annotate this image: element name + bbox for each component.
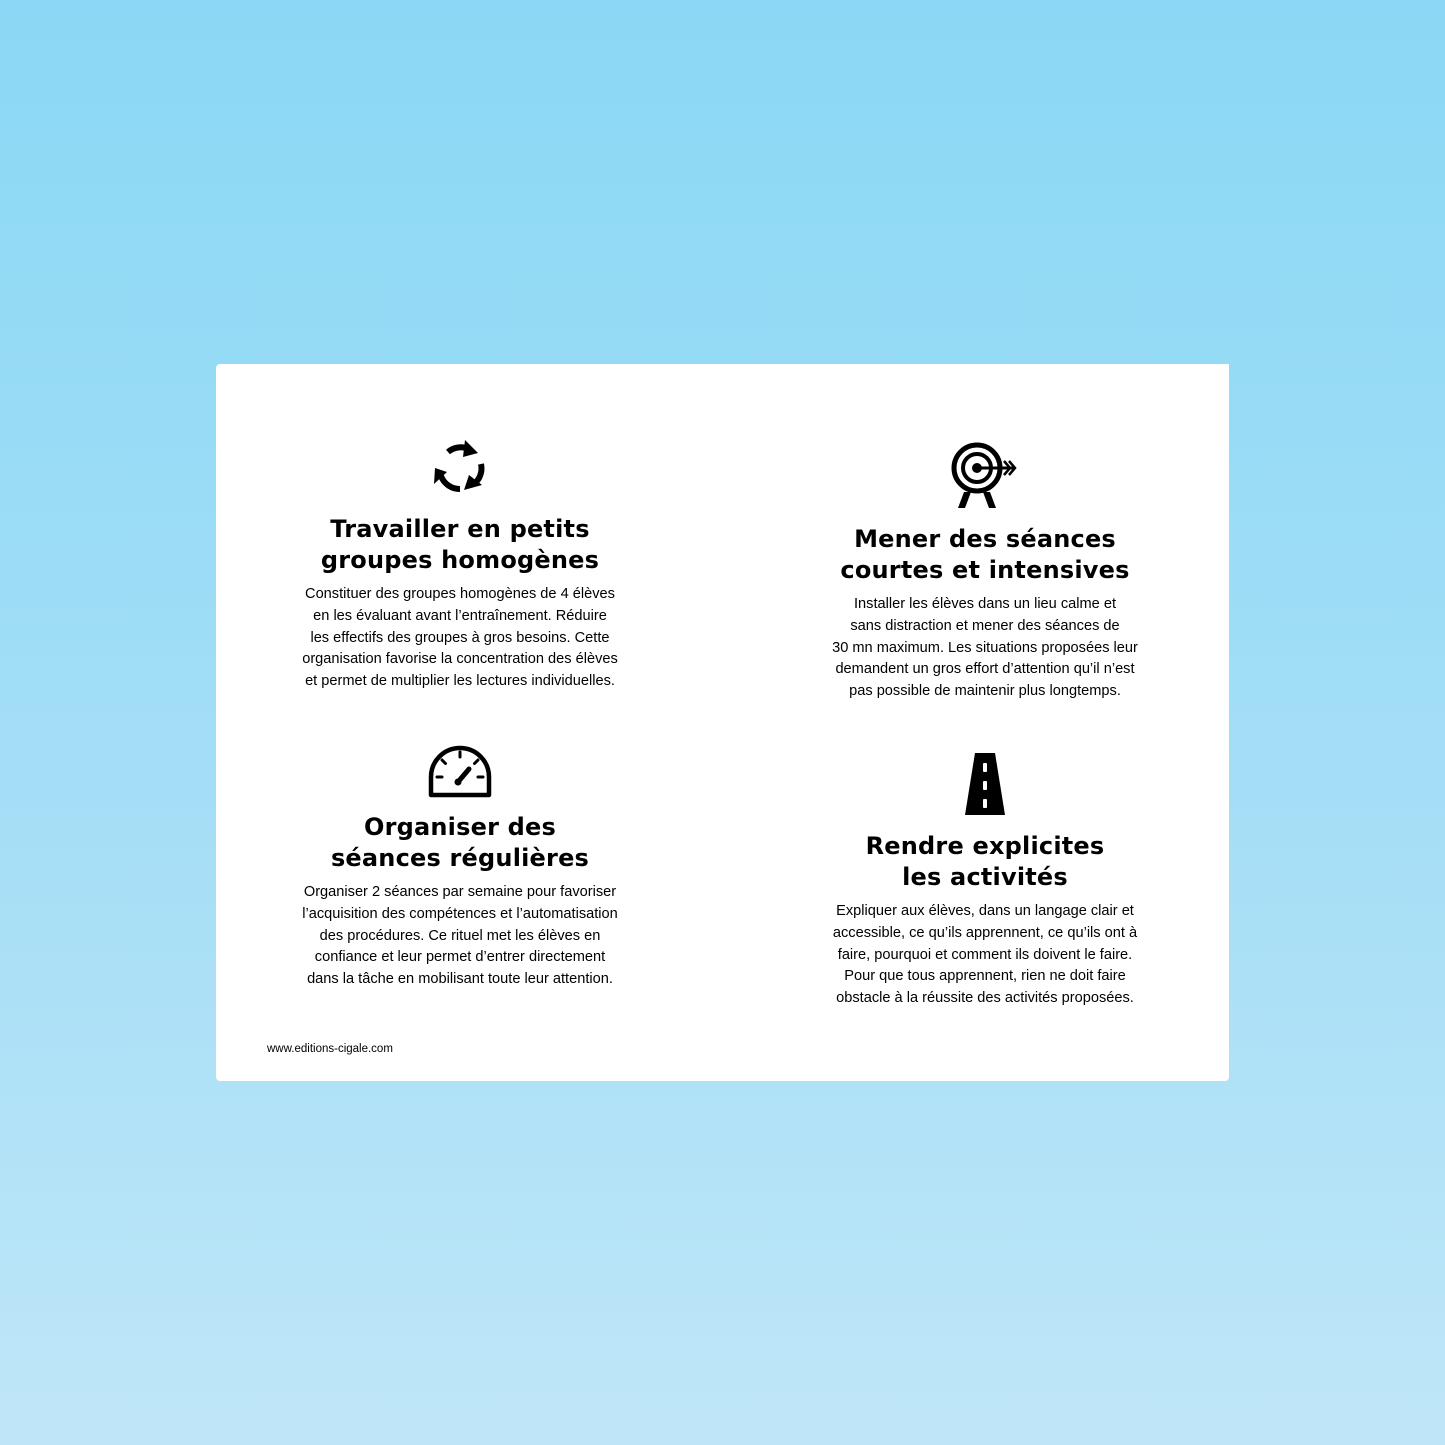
block-title: Organiser des séances régulières	[330, 813, 590, 872]
target-arrow-icon	[950, 442, 1020, 510]
block-text: Expliquer aux élèves, dans un langage clair et accessible, ce qu’ils apprennent, ce qu’ils ont à faire, pourquoi et comment ils doivent le faire. Pour que tous apprennent, rien ne doit faire obstacle à la réussite des activités proposées.	[832, 903, 1138, 1007]
block-title: Rendre explicites les activités	[865, 832, 1105, 891]
block-text: Organiser 2 séances par semaine pour favoriser l’acquisition des compétences et l’automatisation des procédures. Ce rituel met les élèves en confiance et leur permet d’entrer directement dans la tâche en mobilisant toute leur attention.	[302, 884, 618, 988]
block-title: Mener des séances courtes et intensives	[840, 525, 1130, 584]
block-small-groups	[240, 438, 680, 693]
block-explicit-activities	[765, 753, 1205, 1010]
block-short-sessions	[765, 442, 1205, 703]
block-text: Constituer des groupes homogènes de 4 élèves en les évaluant avant l’entraînement. Réduire les effectifs des groupes à gros besoins. Cette organisation favorise la concentration des élèves et permet de multiplier les lectures individuelles.	[302, 586, 618, 690]
info-card	[216, 364, 1229, 1081]
road-icon	[963, 753, 1007, 817]
block-title: Travailler en petits groupes homogènes	[320, 515, 600, 574]
block-text: Installer les élèves dans un lieu calme et sans distraction et mener des séances de 30 mn maximum. Les situations proposées leur demandent un gros effort d’attention qu’il n’est pas possible de maintenir plus longtemps.	[832, 596, 1138, 700]
block-regular-sessions	[240, 742, 680, 991]
recycle-arrows-icon	[430, 438, 490, 498]
speedometer-icon	[427, 742, 493, 798]
website-url: www.editions-cigale.com	[267, 1043, 393, 1055]
